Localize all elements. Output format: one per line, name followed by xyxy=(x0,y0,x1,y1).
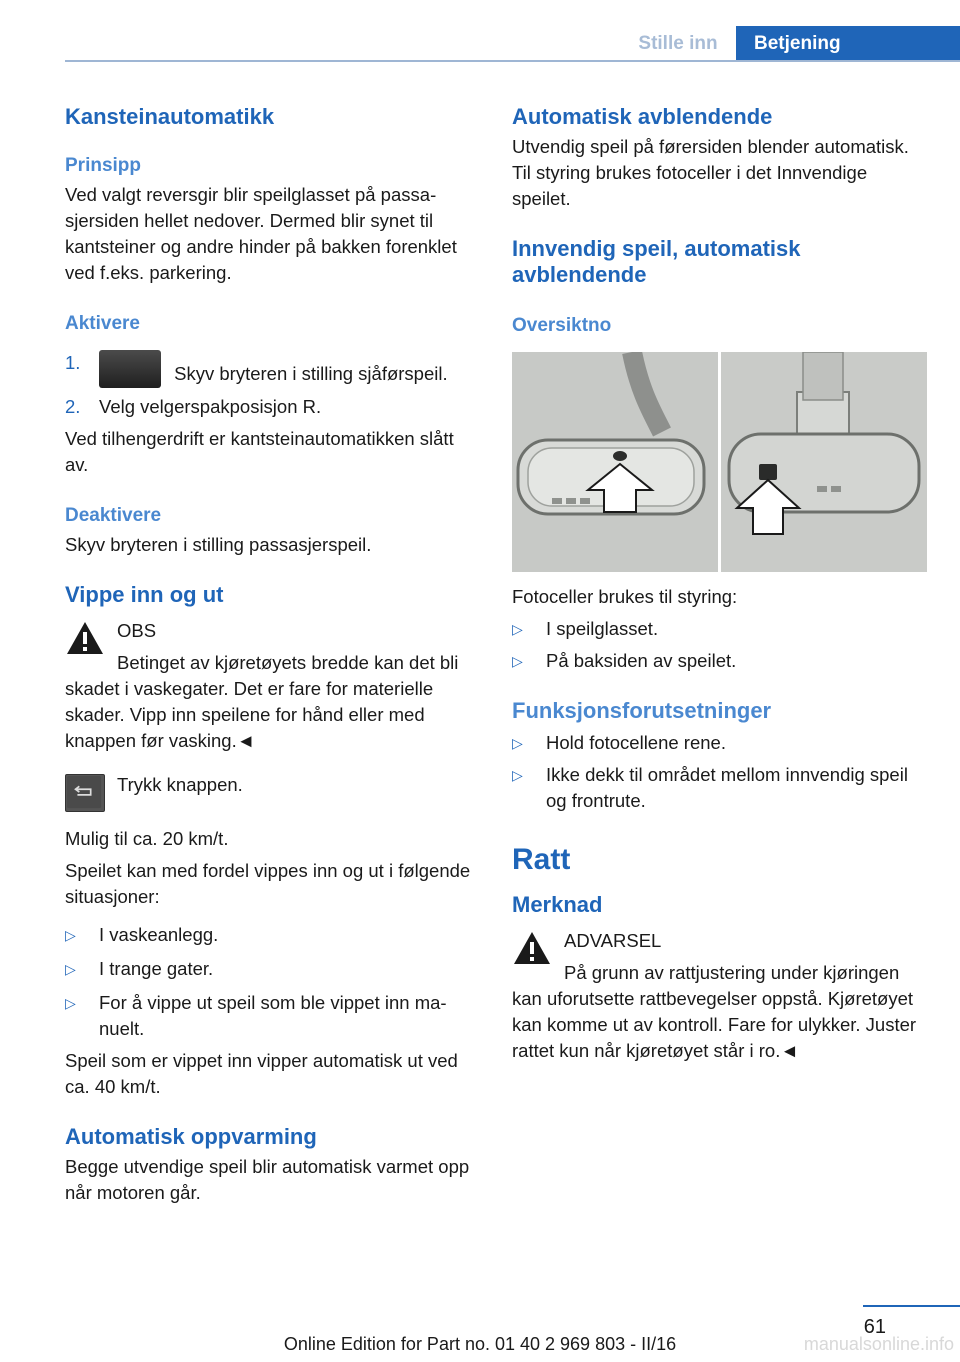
header-tab-betjening[interactable]: Betjening xyxy=(736,26,960,62)
text-situations-intro: Speilet kan med fordel vippes inn og ut i følgende situasjoner: xyxy=(65,860,471,907)
bullet-icon: ▷ xyxy=(512,621,523,637)
left-column xyxy=(65,100,480,1206)
section-title-kansteinautomatikk: Kansteinautomatikk xyxy=(65,104,275,129)
mirror-switch-icon xyxy=(99,350,161,388)
text-photocell-intro: Fotoceller brukes til styring: xyxy=(512,586,738,607)
warning-triangle-icon xyxy=(65,620,105,656)
header-tab-stille-inn[interactable]: Stille inn xyxy=(638,33,718,54)
obs-notice xyxy=(65,618,480,754)
list-item: ▷ I speilglasset. xyxy=(512,616,927,642)
advarsel-notice xyxy=(512,928,927,1064)
step-2 xyxy=(65,394,480,420)
warning-triangle-icon xyxy=(512,930,552,966)
list-item: ▷ Ikke dekk til området mellom innvendig speil og frontrute. xyxy=(512,764,908,811)
mirror-fold-button-icon xyxy=(65,774,105,812)
list-item: ▷ For å vippe ut speil som ble vippet inn manuelt. xyxy=(65,992,447,1039)
heading-prinsipp: Prinsipp xyxy=(65,155,142,176)
mirror-front-image xyxy=(512,352,718,572)
heading-aktivere: Aktivere xyxy=(65,313,140,334)
heading-deaktivere: Deaktivere xyxy=(65,505,162,526)
bullet-icon: ▷ xyxy=(512,735,523,751)
advarsel-text: På grunn av rattjustering under kjøringen kan uforutsette rattbevegelser oppstå. Kjøretøyet kan komme ut av kontroll. Fare for ulykker. Juster rattet kun når kjøretøyet står i ro.◄ xyxy=(512,962,917,1061)
bullet-icon: ▷ xyxy=(65,961,76,977)
list-item: ▷ I trange gater. xyxy=(65,956,480,982)
text-prinsipp: Ved valgt reversgir blir speilglasset på passasjersiden hellet nedover. Dermed blir synet til kantsteiner og andre hinder på bakken forenklet ved f.eks. parkering. xyxy=(65,184,457,283)
text-deaktivere: Skyv bryteren i stilling passasjerspeil. xyxy=(65,534,372,555)
heading-vippe-inn-og-ut: Vippe inn og ut xyxy=(65,582,224,607)
fold-button-row xyxy=(65,772,480,812)
list-item: ▷ På baksiden av speilet. xyxy=(512,648,927,674)
step-text: Skyv bryteren i stilling sjåførspeil. xyxy=(99,350,448,388)
bullet-icon: ▷ xyxy=(512,767,523,783)
step-1 xyxy=(65,350,480,388)
bullet-icon: ▷ xyxy=(65,927,76,943)
footer-divider xyxy=(863,1305,960,1307)
bullet-icon: ▷ xyxy=(512,653,523,669)
mirror-back-image xyxy=(721,352,927,572)
bullet-icon: ▷ xyxy=(65,995,76,1011)
heading-merknad: Merknad xyxy=(512,892,603,917)
text-speed-limit: Mulig til ca. 20 km/t. xyxy=(65,828,229,849)
footer-edition: Online Edition for Part no. 01 40 2 969 803 - II/16 xyxy=(283,1334,677,1354)
advarsel-label: ADVARSEL xyxy=(564,930,662,951)
heading-innvendig-speil: Innvendig speil, automatisk avblendende xyxy=(512,236,801,287)
header-divider xyxy=(65,60,960,62)
text-press-button: Trykk knappen. xyxy=(117,774,243,795)
heading-funksjonsforutsetninger: Funksjonsforutsetninger xyxy=(512,698,772,723)
heading-oversiktno: Oversiktno xyxy=(512,315,612,336)
heading-automatisk-oppvarming: Automatisk oppvarming xyxy=(65,1124,317,1149)
mirror-figure xyxy=(512,352,927,572)
text-heating: Begge utvendige speil blir automatisk varmet opp når motoren går. xyxy=(65,1156,470,1203)
right-column xyxy=(512,100,927,1064)
heading-automatisk-avblendende: Automatisk avblendende xyxy=(512,104,773,129)
step-number: 1. xyxy=(65,352,81,373)
list-item: ▷ Hold fotocellene rene. xyxy=(512,730,927,756)
step-text: Velg velgerspakposisjon R. xyxy=(99,396,322,417)
obs-text: Betinget av kjøretøyets bredde kan det bli skadet i vaskegater. Det er fare for materielle skader. Vipp inn speilene for hånd eller med knappen før vasking.◄ xyxy=(65,652,459,751)
page-number: 61 xyxy=(863,1316,886,1338)
heading-ratt: Ratt xyxy=(512,843,571,876)
text-auto-fold: Speil som er vippet inn vipper automatisk ut ved ca. 40 km/t. xyxy=(65,1050,458,1097)
watermark: manualsonline.info xyxy=(803,1334,954,1354)
text-auto-dim: Utvendig speil på førersiden blender automatisk. Til styring brukes fotoceller i det Innvendige speilet. xyxy=(512,136,909,209)
list-item: ▷ I vaskeanlegg. xyxy=(65,922,480,948)
obs-label: OBS xyxy=(117,620,157,641)
text-trailer: Ved tilhengerdrift er kantsteinautomatikken slått av. xyxy=(65,428,454,475)
step-number: 2. xyxy=(65,396,81,417)
